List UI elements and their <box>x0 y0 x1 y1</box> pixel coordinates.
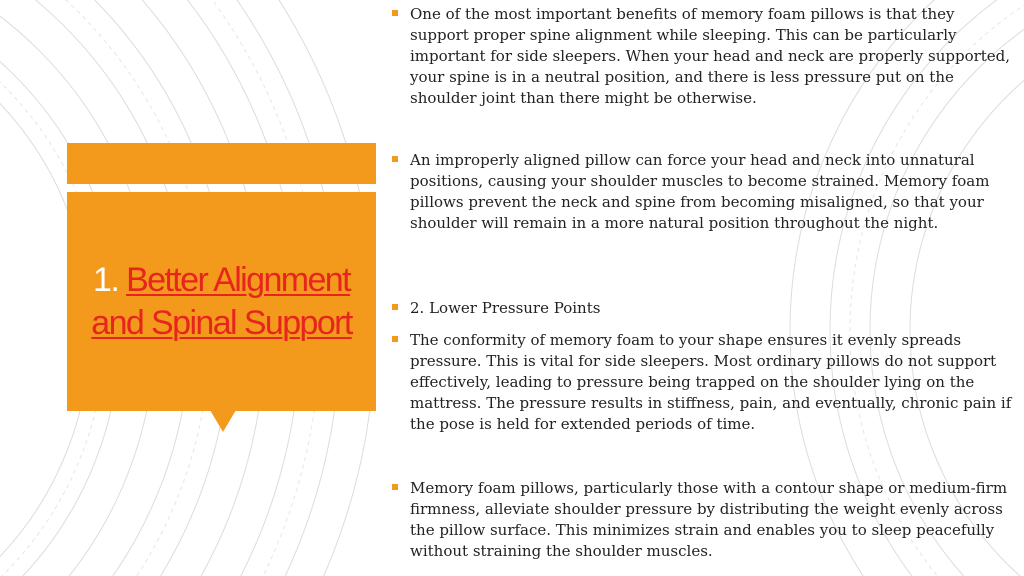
bullet-text: One of the most important benefits of memory foam pillows is that they support proper spine alignment while sleeping. This can be particularly important for side sleepers. When your head and neck are properly supported, your spine is in a neutral position, and there is less pressure put on the shoulder joint than there might be otherwise. <box>410 5 1011 107</box>
bullet-item <box>392 298 1012 319</box>
title-number: 1. <box>93 260 127 299</box>
slide-title <box>67 259 376 345</box>
title-link[interactable]: Better Alignment and Spinal Support <box>91 260 352 342</box>
callout-pointer <box>210 410 236 432</box>
bullet-item <box>392 4 1012 109</box>
bullet-marker-icon <box>392 484 398 490</box>
accent-bar <box>67 143 376 184</box>
bullet-text: 2. Lower Pressure Points <box>410 299 601 317</box>
bullet-marker-icon <box>392 10 398 16</box>
bullet-item <box>392 478 1012 562</box>
bullet-text: The conformity of memory foam to your shape ensures it evenly spreads pressure. This is vital for side sleepers. Most ordinary pillows do not support effectively, leading to pressure being trapped on the shoulder lying on the mattress. The pressure results in stiffness, pain, and eventually, chronic pain if the pose is held for extended periods of time. <box>410 331 1012 433</box>
bullet-marker-icon <box>392 156 398 162</box>
bullet-item <box>392 150 1012 234</box>
bullet-marker-icon <box>392 336 398 342</box>
bullet-text: Memory foam pillows, particularly those with a contour shape or medium-firm firmness, alleviate shoulder pressure by distributing the weight evenly across the pillow surface. This minimizes strain and enables you to sleep peacefully without straining the shoulder muscles. <box>410 479 1008 560</box>
bullet-marker-icon <box>392 304 398 310</box>
title-panel <box>67 192 376 411</box>
bullet-text: An improperly aligned pillow can force your head and neck into unnatural positions, causing your shoulder muscles to become strained. Memory foam pillows prevent the neck and spine from becoming misaligned, so that your shoulder will remain in a more natural position throughout the night. <box>410 151 990 232</box>
bullet-item <box>392 330 1012 435</box>
